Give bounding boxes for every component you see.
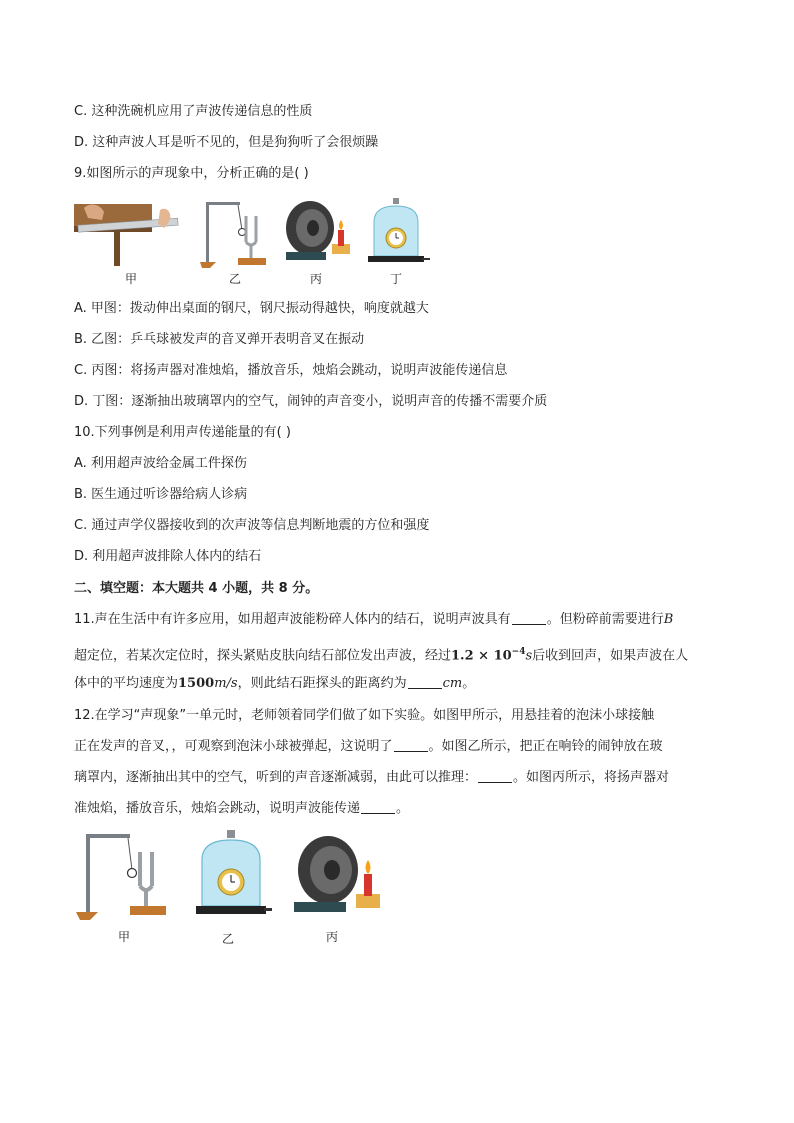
section-title: 二、填空题：本大题共 4 小题，共 8 分。 [74,581,319,596]
answer-blank[interactable] [408,676,442,689]
q10-option-d: D. 利用超声波排除人体内的结石 [74,549,262,564]
bell-jar-figure [192,830,272,924]
q11-text: 。 [462,676,476,691]
answer-blank[interactable] [361,801,395,814]
q9-caption-ding: 丁 [390,272,403,286]
q9-option-a: A. 甲图：拨动伸出桌面的钢尺，钢尺振动得越快，响度就越大 [74,301,429,316]
q11-line2 [74,643,688,665]
q9-figure-row [74,198,434,288]
q10-option-b: B. 医生通过听诊器给病人诊病 [74,487,248,502]
q12-text: 。 [396,801,410,816]
q12-line4 [74,800,409,818]
q12-text: 。如图丙所示，将扬声器对 [513,770,670,785]
math-unit: m/s [214,676,238,691]
q11-text: 。但粉碎前需要进行 [546,612,664,627]
q11-text: 11.声在生活中有许多应用，如用超声波能粉碎人体内的结石，说明声波具有 [74,612,511,627]
q12-line3 [74,769,669,787]
q11-text: ，则此结石距探头的距离约为 [237,676,407,691]
math-unit: s [525,648,533,664]
q12-text: 璃罩内，逐渐抽出其中的空气，听到的声音逐渐减弱，由此可以推理： [74,770,478,785]
q11-line1 [74,611,673,629]
q9-caption-yi: 乙 [229,272,242,286]
q11-text: 超定位，若某次定位时，探头紧贴皮肤向结石部位发出声波，经过 [74,648,452,664]
q10-stem: 10.下列事例是利用声传递能量的有( ) [74,425,291,440]
q12-caption-bing: 丙 [326,930,339,944]
q9-stem: 9.如图所示的声现象中，分析正确的是( ) [74,166,309,181]
q12-text: 。如图乙所示，把正在响铃的闹钟放在玻 [428,739,663,754]
math-unit: cm [442,676,463,691]
q10-option-a: A. 利用超声波给金属工件探伤 [74,456,247,471]
math-number: 1500 [178,676,215,691]
math-exponent: −4 [511,647,526,657]
q10-option-c: C. 通过声学仪器接收到的次声波等信息判断地震的方位和强度 [74,518,430,533]
q12-text: 准烛焰，播放音乐，烛焰会跳动，说明声波能传递 [74,801,361,816]
q12-caption-jia: 甲 [118,930,131,944]
q12-line1: 12.在学习“声现象”一单元时，老师领着同学们做了如下实验。如图甲所示，用悬挂着的泡沫小球接触 [74,708,655,723]
q9-option-b: B. 乙图：乒乓球被发声的音叉弹开表明音叉在振动 [74,332,365,347]
ruler-table-figure [74,200,184,268]
q11-text: 后收到回声，如果声波在人 [532,648,689,664]
q12-line2 [74,738,663,756]
math-number: 1.2 × 10 [451,648,512,664]
q12-text: 正在发声的音叉，，可观察到泡沫小球被弹起，这说明了 [74,739,393,754]
q9-option-c: C. 丙图：将扬声器对准烛焰，播放音乐，烛焰会跳动，说明声波能传递信息 [74,363,508,378]
q8-option-d: D. 这种声波人耳是听不见的，但是狗狗听了会很烦躁 [74,135,379,150]
q9-option-d: D. 丁图：逐渐抽出玻璃罩内的空气，闹钟的声音变小，说明声音的传播不需要介质 [74,394,548,409]
tuning-fork-figure [74,830,170,922]
q9-caption-bing: 丙 [310,272,323,286]
q8-option-c: C. 这种洗碗机应用了声波传递信息的性质 [74,104,313,119]
tuning-fork-figure [198,198,268,270]
q11-text: 体中的平均速度为 [74,676,179,691]
answer-blank[interactable] [512,612,546,625]
q9-caption-jia: 甲 [125,272,138,286]
bell-jar-figure [362,198,432,270]
q12-figure-row [74,830,394,950]
math-var: B [663,612,674,627]
speaker-candle-figure [292,834,386,920]
answer-blank[interactable] [478,770,512,783]
speaker-candle-figure [282,198,354,268]
answer-blank[interactable] [394,739,428,752]
q11-line3 [74,675,475,693]
q12-caption-yi: 乙 [222,932,235,946]
